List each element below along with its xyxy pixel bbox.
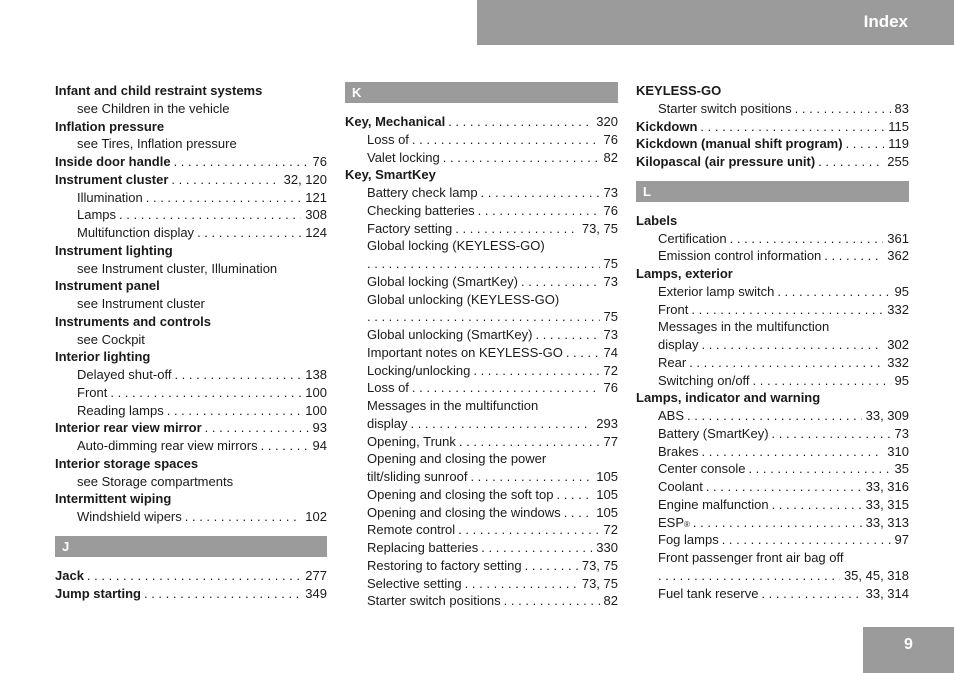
entry-term: Battery (SmartKey) xyxy=(658,425,769,441)
page-reference: 115 xyxy=(888,118,909,134)
page-reference: 76 xyxy=(603,131,618,147)
dot-leader xyxy=(481,184,600,202)
dot-leader xyxy=(689,354,883,372)
index-subentry xyxy=(55,260,327,278)
page-reference: 76 xyxy=(312,154,327,169)
registered-mark: ® xyxy=(684,519,690,529)
page-reference: 362 xyxy=(887,248,909,264)
index-subentry xyxy=(345,415,618,433)
dot-leader xyxy=(846,135,885,153)
index-entry xyxy=(55,118,327,136)
index-entry xyxy=(636,389,909,407)
page-reference: 73, 75 xyxy=(581,557,618,573)
index-subentry xyxy=(345,592,618,610)
dot-leader xyxy=(700,118,884,136)
dot-leader xyxy=(473,362,599,380)
entry-term: see Storage compartments xyxy=(77,473,234,489)
entry-term: Kilopascal (air pressure unit) xyxy=(636,154,816,169)
index-subentry xyxy=(345,202,618,220)
entry-term: Fog lamps xyxy=(658,532,719,548)
index-subentry xyxy=(345,397,618,415)
index-column-2 xyxy=(345,82,618,610)
index-entry xyxy=(55,567,327,585)
page-reference: 77 xyxy=(603,433,618,449)
entry-term: Switching on/off xyxy=(658,372,750,388)
index-subentry xyxy=(636,549,909,567)
entry-term: Labels xyxy=(636,212,678,228)
dot-leader xyxy=(772,496,862,514)
index-subentry xyxy=(636,354,909,372)
index-subentry xyxy=(345,433,618,451)
entry-term: Delayed shut-off xyxy=(77,367,172,382)
entry-term: Lamps, exterior xyxy=(636,266,733,281)
dot-leader xyxy=(448,113,592,131)
dot-leader xyxy=(185,508,302,526)
entry-term: Reading lamps xyxy=(77,402,164,418)
page-reference: 124 xyxy=(305,225,327,240)
index-subentry xyxy=(636,496,909,514)
index-subentry xyxy=(55,224,327,242)
dot-leader xyxy=(412,379,600,397)
entry-term: Checking batteries xyxy=(367,202,475,218)
dot-leader xyxy=(443,149,600,167)
dot-leader xyxy=(535,326,599,344)
index-subentry xyxy=(345,486,618,504)
page-reference: 33, 309 xyxy=(865,408,909,423)
entry-term: tilt/sliding sunroof xyxy=(367,469,468,484)
page-reference: 35, 45, 318 xyxy=(843,567,909,583)
entry-term: Restoring to factory setting xyxy=(367,557,522,573)
page-reference: 33, 316 xyxy=(865,479,909,494)
index-subentry xyxy=(55,135,327,153)
dot-leader xyxy=(167,402,302,420)
page-reference: 332 xyxy=(887,354,909,370)
entry-term: Factory setting xyxy=(367,220,453,236)
entry-term: Jump starting xyxy=(55,585,141,601)
entry-term: Inflation pressure xyxy=(55,118,165,134)
page-reference: 105 xyxy=(596,486,618,502)
dot-leader xyxy=(367,255,600,273)
index-subentry xyxy=(636,567,909,585)
index-subentry xyxy=(636,531,909,549)
entry-term: Instruments and controls xyxy=(55,313,212,329)
dot-leader xyxy=(687,407,862,425)
dot-leader xyxy=(174,153,309,171)
entry-term: Messages in the multifunction xyxy=(658,319,830,335)
entry-term: Instrument lighting xyxy=(55,242,173,258)
entry-term: Key, SmartKey xyxy=(345,167,436,183)
entry-term: Kickdown xyxy=(636,118,698,134)
index-subentry xyxy=(345,326,618,344)
page-reference: 82 xyxy=(603,593,618,609)
entry-term: Windshield wipers xyxy=(77,509,182,524)
page-reference: 121 xyxy=(305,189,327,205)
dot-leader xyxy=(722,531,891,549)
page-reference: 105 xyxy=(596,504,618,520)
index-subentry xyxy=(636,425,909,443)
page-reference: 277 xyxy=(305,567,327,583)
index-subentry xyxy=(345,521,618,539)
dot-leader xyxy=(410,415,592,433)
page-reference: 35 xyxy=(894,461,909,477)
dot-leader xyxy=(119,206,301,224)
index-entry xyxy=(55,348,327,366)
entry-term: Rear xyxy=(658,354,687,370)
index-subentry xyxy=(55,100,327,118)
dot-leader xyxy=(693,514,862,532)
page-reference: 73 xyxy=(894,425,909,441)
index-subentry xyxy=(345,468,618,486)
page-reference: 102 xyxy=(305,509,327,524)
index-subentry xyxy=(636,514,909,532)
dot-leader xyxy=(459,433,600,451)
dot-leader xyxy=(761,585,861,603)
page-reference: 72 xyxy=(603,362,618,378)
dot-leader xyxy=(748,460,890,478)
index-entry xyxy=(55,171,327,189)
entry-term: Instrument panel xyxy=(55,278,160,294)
entry-term: Front passenger front air bag off xyxy=(658,550,844,565)
page-reference: 302 xyxy=(887,337,909,352)
entry-term: Engine malfunction xyxy=(658,496,769,512)
page-title: Index xyxy=(863,12,908,31)
dot-leader xyxy=(730,230,884,248)
entry-term: Emission control information xyxy=(658,248,822,264)
dot-leader xyxy=(753,372,891,390)
page-reference: 361 xyxy=(887,230,909,246)
index-subentry xyxy=(55,295,327,313)
index-subentry xyxy=(345,539,618,557)
page-reference: 100 xyxy=(305,402,327,418)
index-column-3 xyxy=(636,82,909,602)
page-reference: 73 xyxy=(603,185,618,200)
dot-leader xyxy=(458,521,599,539)
index-entry xyxy=(636,153,909,171)
dot-leader xyxy=(470,468,592,486)
index-subentry xyxy=(55,206,327,224)
entry-term: Loss of xyxy=(367,131,409,147)
page-reference: 330 xyxy=(596,540,618,555)
entry-term: see Instrument cluster xyxy=(77,296,205,311)
dot-leader xyxy=(144,585,301,603)
index-subentry xyxy=(636,336,909,354)
index-subentry xyxy=(636,301,909,319)
index-subentry xyxy=(345,344,618,362)
entry-term: Interior rear view mirror xyxy=(55,420,202,436)
page-number: 9 xyxy=(904,636,913,653)
page-reference: 293 xyxy=(596,415,618,431)
entry-term: Exterior lamp switch xyxy=(658,283,775,299)
index-subentry xyxy=(345,379,618,397)
dot-leader xyxy=(504,592,600,610)
dot-leader xyxy=(564,504,593,522)
entry-term: Kickdown (manual shift program) xyxy=(636,136,843,152)
dot-leader xyxy=(566,344,600,362)
page-reference: 73, 75 xyxy=(581,220,618,236)
page-reference: 105 xyxy=(596,469,618,484)
page-reference: 75 xyxy=(603,309,618,325)
index-subentry xyxy=(345,149,618,167)
index-subentry xyxy=(636,478,909,496)
page-reference: 72 xyxy=(603,522,618,538)
entry-term: Remote control xyxy=(367,522,456,538)
letter-heading: J xyxy=(55,536,327,557)
dot-leader xyxy=(818,153,883,171)
entry-term: Front xyxy=(77,384,108,400)
entry-term: Valet locking xyxy=(367,149,440,165)
entry-term: Lamps, indicator and warning xyxy=(636,390,821,406)
entry-term: Front xyxy=(658,301,689,317)
index-entry xyxy=(345,166,618,184)
entry-term: Messages in the multifunction xyxy=(367,398,539,413)
dot-leader xyxy=(521,273,600,291)
page-reference: 332 xyxy=(887,301,909,317)
page-number-tab xyxy=(863,627,954,673)
page-reference: 83 xyxy=(894,100,909,116)
entry-term: see Instrument cluster, Illumination xyxy=(77,260,278,276)
page-reference: 138 xyxy=(305,367,327,382)
index-entry xyxy=(55,419,327,437)
dot-leader xyxy=(146,189,302,207)
entry-term: Center console xyxy=(658,461,746,477)
entry-term: Opening and closing the soft top xyxy=(367,486,554,502)
dot-leader xyxy=(795,100,891,118)
entry-term: Illumination xyxy=(77,189,143,205)
dot-leader xyxy=(556,486,592,504)
dot-leader xyxy=(174,366,301,384)
dot-leader xyxy=(197,224,301,242)
entry-term: Battery check lamp xyxy=(367,185,478,200)
index-subentry xyxy=(345,255,618,273)
entry-term: Instrument cluster xyxy=(55,171,169,187)
dot-leader xyxy=(171,171,279,189)
entry-term: Coolant xyxy=(658,479,703,494)
index-subentry xyxy=(345,504,618,522)
page-reference: 75 xyxy=(603,256,618,271)
page-reference: 76 xyxy=(603,202,618,218)
entry-term: Brakes xyxy=(658,443,699,459)
index-entry xyxy=(636,118,909,136)
entry-term: Starter switch positions xyxy=(367,593,501,609)
dot-leader xyxy=(87,567,301,585)
index-subentry xyxy=(636,230,909,248)
entry-term: Jack xyxy=(55,567,84,583)
dot-leader xyxy=(772,425,891,443)
index-subentry xyxy=(345,291,618,309)
entry-term: Infant and child restraint systems xyxy=(55,83,263,98)
index-subentry xyxy=(345,131,618,149)
entry-term: Important notes on KEYLESS-GO xyxy=(367,344,563,360)
entry-term: Starter switch positions xyxy=(658,100,792,116)
page-reference: 32, 120 xyxy=(283,171,327,187)
entry-term: Key, Mechanical xyxy=(345,114,446,129)
dot-leader xyxy=(481,539,592,557)
index-subentry xyxy=(55,189,327,207)
index-entry xyxy=(55,585,327,603)
index-subentry xyxy=(55,384,327,402)
index-subentry xyxy=(345,362,618,380)
index-column-1 xyxy=(55,82,327,602)
page-reference: 93 xyxy=(312,420,327,436)
entry-term: Loss of xyxy=(367,380,409,396)
page-reference: 119 xyxy=(888,136,909,152)
page-reference: 308 xyxy=(305,207,327,223)
entry-term: Auto-dimming rear view mirrors xyxy=(77,438,258,453)
entry-term: Global locking (KEYLESS-GO) xyxy=(367,238,545,254)
entry-term: Interior lighting xyxy=(55,349,151,365)
index-entry xyxy=(345,113,618,131)
dot-leader xyxy=(455,220,578,238)
page-reference: 33, 313 xyxy=(865,514,909,530)
dot-leader xyxy=(691,301,883,319)
index-subentry xyxy=(345,557,618,575)
index-subentry xyxy=(636,318,909,336)
entry-term: Opening and closing the windows xyxy=(367,504,561,520)
entry-term: Global unlocking (KEYLESS-GO) xyxy=(367,291,560,307)
page-reference: 349 xyxy=(305,585,327,601)
page-reference: 320 xyxy=(596,114,618,129)
page-reference: 76 xyxy=(603,380,618,396)
dot-leader xyxy=(205,419,309,437)
page-reference: 97 xyxy=(894,532,909,548)
entry-term: Certification xyxy=(658,230,727,246)
dot-leader xyxy=(478,202,600,220)
entry-term: display xyxy=(367,415,408,431)
entry-term: Global unlocking (SmartKey) xyxy=(367,327,533,342)
index-subentry xyxy=(345,450,618,468)
page-reference: 73, 75 xyxy=(581,575,618,591)
page-reference: 33, 314 xyxy=(865,585,909,601)
dot-leader xyxy=(465,575,578,593)
entry-term: Selective setting xyxy=(367,575,462,591)
entry-term: display xyxy=(658,337,699,352)
header-tab xyxy=(477,0,954,45)
entry-term: Opening, Trunk xyxy=(367,433,456,449)
dot-leader xyxy=(110,384,301,402)
entry-term: Intermittent wiping xyxy=(55,491,172,507)
index-subentry xyxy=(55,402,327,420)
index-entry xyxy=(55,277,327,295)
index-subentry xyxy=(345,184,618,202)
index-subentry xyxy=(345,237,618,255)
letter-heading: L xyxy=(636,181,909,202)
page-reference: 95 xyxy=(894,283,909,299)
index-subentry xyxy=(636,283,909,301)
index-subentry xyxy=(55,437,327,455)
index-entry xyxy=(636,82,909,100)
page-reference: 82 xyxy=(603,149,618,165)
entry-term: Opening and closing the power xyxy=(367,451,547,467)
letter-heading: K xyxy=(345,82,618,103)
entry-term: see Children in the vehicle xyxy=(77,100,230,116)
dot-leader xyxy=(706,478,862,496)
entry-term: Inside door handle xyxy=(55,154,171,169)
dot-leader xyxy=(701,336,883,354)
index-subentry xyxy=(55,473,327,491)
page-reference: 100 xyxy=(305,384,327,400)
index-entry xyxy=(55,153,327,171)
entry-term: see Cockpit xyxy=(77,331,145,347)
entry-term: see Tires, Inflation pressure xyxy=(77,136,237,152)
entry-term: Fuel tank reserve xyxy=(658,585,759,601)
index-subentry xyxy=(55,331,327,349)
page-reference: 33, 315 xyxy=(865,496,909,512)
dot-leader xyxy=(261,437,309,455)
index-subentry xyxy=(636,372,909,390)
dot-leader xyxy=(367,308,600,326)
entry-term: Multifunction display xyxy=(77,225,195,240)
entry-term: Interior storage spaces xyxy=(55,455,199,471)
index-subentry xyxy=(636,247,909,265)
index-subentry xyxy=(636,443,909,461)
dot-leader xyxy=(777,283,890,301)
dot-leader xyxy=(658,567,840,585)
index-subentry xyxy=(636,460,909,478)
page-reference: 310 xyxy=(887,443,909,459)
index-entry xyxy=(55,313,327,331)
index-entry xyxy=(55,82,327,100)
entry-term: ESP xyxy=(658,514,685,530)
index-subentry xyxy=(345,220,618,238)
index-subentry xyxy=(636,585,909,603)
entry-term: Lamps xyxy=(77,207,117,223)
index-entry xyxy=(636,135,909,153)
index-subentry xyxy=(55,366,327,384)
index-subentry xyxy=(345,575,618,593)
index-entry xyxy=(55,455,327,473)
entry-term: Locking/unlocking xyxy=(367,362,471,378)
page-reference: 255 xyxy=(887,154,909,169)
dot-leader xyxy=(412,131,600,149)
index-entry xyxy=(636,212,909,230)
dot-leader xyxy=(701,443,883,461)
page-reference: 73 xyxy=(603,327,618,342)
entry-term: Replacing batteries xyxy=(367,540,479,555)
index-entry xyxy=(55,242,327,260)
dot-leader xyxy=(824,247,883,265)
index-entry xyxy=(55,490,327,508)
index-subentry xyxy=(55,508,327,526)
index-subentry xyxy=(636,100,909,118)
index-subentry xyxy=(345,308,618,326)
index-subentry xyxy=(345,273,618,291)
dot-leader xyxy=(525,557,578,575)
page-reference: 95 xyxy=(894,372,909,388)
index-subentry xyxy=(636,407,909,425)
index-entry xyxy=(636,265,909,283)
page-reference: 94 xyxy=(312,438,327,453)
entry-term: ABS xyxy=(658,408,685,423)
entry-term: Global locking (SmartKey) xyxy=(367,273,518,289)
entry-term: KEYLESS-GO xyxy=(636,83,722,98)
page-reference: 73 xyxy=(603,273,618,289)
page-reference: 74 xyxy=(603,344,618,360)
